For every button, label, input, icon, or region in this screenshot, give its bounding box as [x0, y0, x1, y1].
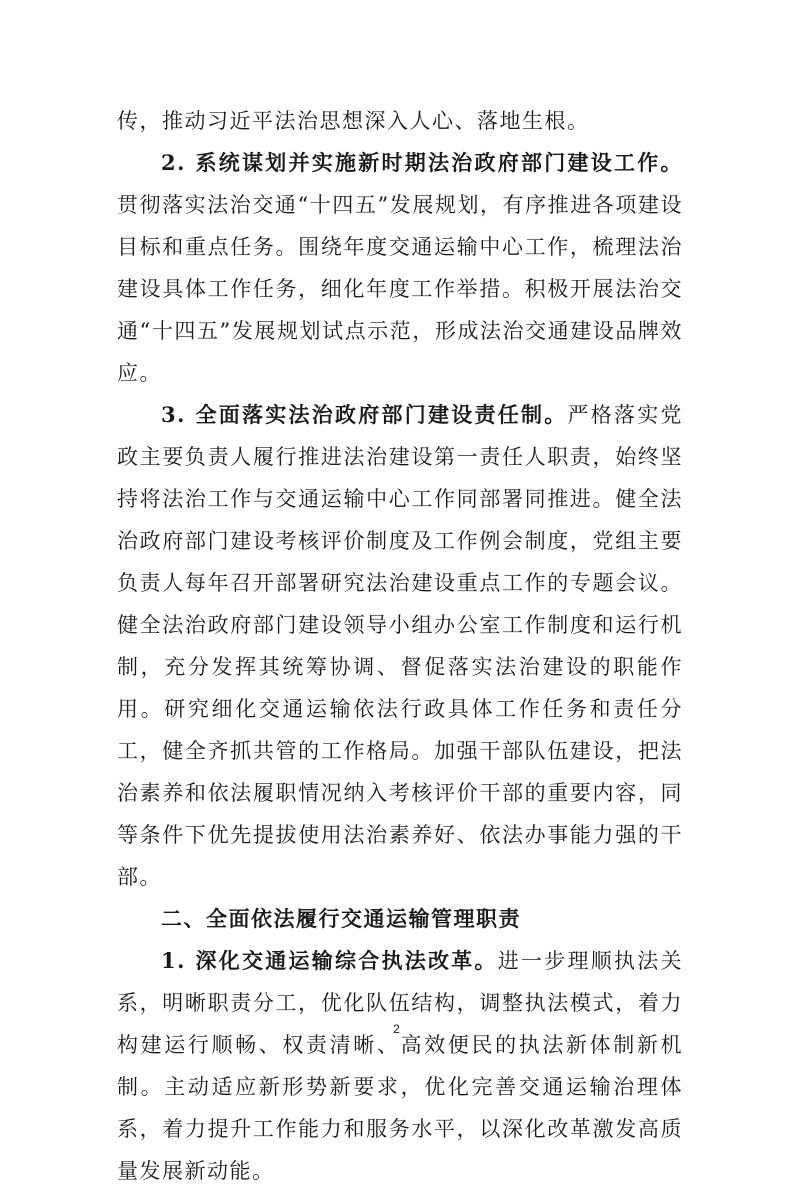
- section-heading: 二、全面依法履行交通运输管理职责: [161, 907, 521, 931]
- paragraph-item-2: [117, 142, 683, 394]
- paragraph-text: 严格落实党政主要负责人履行推进法治建设第一责任人职责，始终坚持将法治工作与交通运输中心工作同部署同推进。健全法治政府部门建设考核评价制度及工作例会制度，党组主要负责人每年召开部署研究法治建设重点工作的专题会议。健全法治政府部门建设领导小组办公室工作制度和运行机制，充分发挥其统筹协调、督促落实法治建设的职能作用。研究细化交通运输依法行政具体工作任务和责任分工，健全齐抓共管的工作格局。加强干部队伍建设，把法治素养和依法履职情况纳入考核评价干部的重要内容，同等条件下优先提拔使用法治素养好、依法办事能力强的干部。: [117, 403, 684, 889]
- paragraph-continuation: [117, 100, 683, 142]
- paragraph-text: 传，推动习近平法治思想深入人心、落地生根。: [117, 109, 590, 133]
- paragraph-lead: 1. 深化交通运输综合执法改革。: [161, 948, 498, 973]
- paragraph-item-3: [117, 394, 683, 898]
- paragraph-lead: 3. 全面落实法治政府部门建设责任制。: [161, 402, 568, 427]
- paragraph-text: 贯彻落实法治交通“十四五”发展规划，有序推进各项建设目标和重点任务。围绕年度交通运输中心工作，梳理法治建设具体工作任务，细化年度工作举措。积极开展法治交通“十四五”发展规划试点示范，形成法治交通建设品牌效应。: [117, 193, 683, 385]
- page-number: 2: [393, 1022, 400, 1036]
- paragraph-text: 进一步理顺执法关系，明晰职责分工，优化队伍结构，调整执法模式，着力构建运行顺畅、权责清晰、高效便民的执法新体制新机制。主动适应新形势新要求，优化完善交通运输治理体系，着力提升工作能力和服务水平，以深化改革激发高质量发展新动能。: [117, 949, 684, 1183]
- paragraph-lead: 2. 系统谋划并实施新时期法治政府部门建设工作。: [161, 150, 683, 175]
- paragraph-section-item-1: [117, 940, 683, 1192]
